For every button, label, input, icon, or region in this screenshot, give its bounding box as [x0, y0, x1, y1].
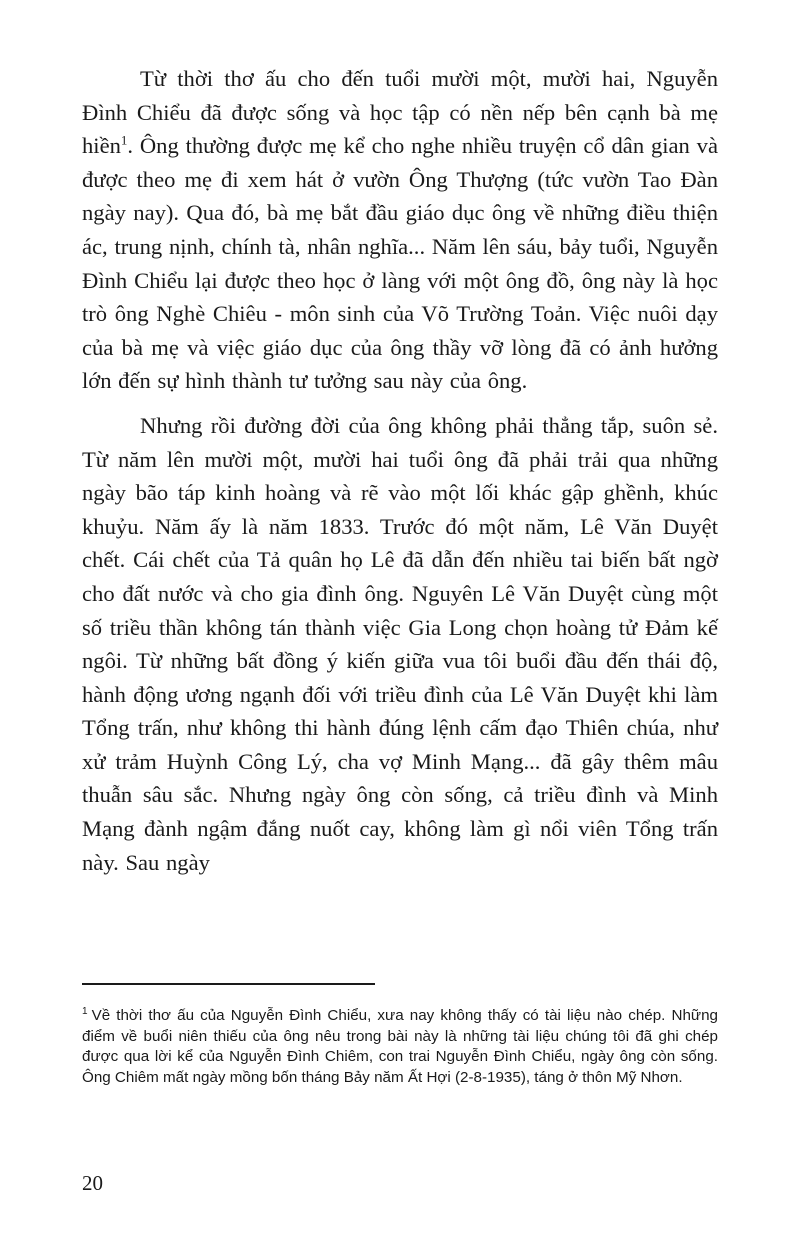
paragraph-1 [82, 62, 718, 398]
page-number: 20 [82, 1171, 103, 1195]
footnote-marker: 1 [82, 1005, 88, 1017]
footnote-reference[interactable]: 1 [120, 132, 128, 148]
footnote-text: Về thời thơ ấu của Nguyễn Đình Chiểu, xưa nay không thấy có tài liệu nào chép. Những điểm về buổi niên thiếu của ông nêu trong bài này là những tài liệu chúng tôi đã ghi chép được qua lời kể của Nguyễn Đình Chiêm, con trai Nguyễn Đình Chiểu, ngày ông còn sống. Ông Chiêm mất ngày mồng bốn tháng Bảy năm Ất Hợi (2-8-1935), táng ở thôn Mỹ Nhơn. [82, 1007, 718, 1086]
paragraph-1-text-a: Từ thời thơ ấu cho đến tuổi mười một, mười hai, Nguyễn Đình Chiểu đã được sống và học tập có nền nếp bên cạnh bà mẹ hiền [82, 66, 718, 159]
paragraph-2: Nhưng rồi đường đời của ông không phải thẳng tắp, suôn sẻ. Từ năm lên mười một, mười hai tuổi ông đã phải trải qua những ngày bão táp kinh hoàng và rẽ vào một lối khác gập ghềnh, khúc khuỷu. Năm ấy là năm 1833. Trước đó một năm, Lê Văn Duyệt chết. Cái chết của Tả quân họ Lê đã dẫn đến nhiều tai biến bất ngờ cho đất nước và cho gia đình ông. Nguyên Lê Văn Duyệt cùng một số triều thần không tán thành việc Gia Long chọn hoàng tử Đảm kế ngôi. Từ những bất đồng ý kiến giữa vua tôi buổi đầu đến thái độ, hành động ương ngạnh đối với triều đình của Lê Văn Duyệt khi làm Tổng trấn, như không thi hành đúng lệnh cấm đạo Thiên chúa, như xử trảm Huỳnh Công Lý, cha vợ Minh Mạng... đã gây thêm mâu thuẫn sâu sắc. Nhưng ngày ông còn sống, cả triều đình và Minh Mạng đành ngậm đắng nuốt cay, không làm gì nổi viên Tổng trấn này. Sau ngày [82, 412, 718, 875]
page-body [82, 62, 718, 879]
footnote [82, 1006, 718, 1088]
footnote-divider [82, 983, 375, 985]
paragraph-1-text-b: . Ông thường được mẹ kể cho nghe nhiều truyện cổ dân gian và được theo mẹ đi xem hát ở vườn Ông Thượng (tức vườn Tao Đàn ngày nay). Qua đó, bà mẹ bắt đầu giáo dục ông về những điều thiện ác, trung nịnh, chính tà, nhân nghĩa... Năm lên sáu, bảy tuổi, Nguyễn Đình Chiểu lại được theo học ở làng với một ông đồ, ông này là học trò ông Nghè Chiêu - môn sinh của Võ Trường Toản. Việc nuôi dạy của bà mẹ và việc giáo dục của ông thầy vỡ lòng đã có ảnh hưởng lớn đến sự hình thành tư tưởng sau này của ông. [82, 133, 718, 394]
